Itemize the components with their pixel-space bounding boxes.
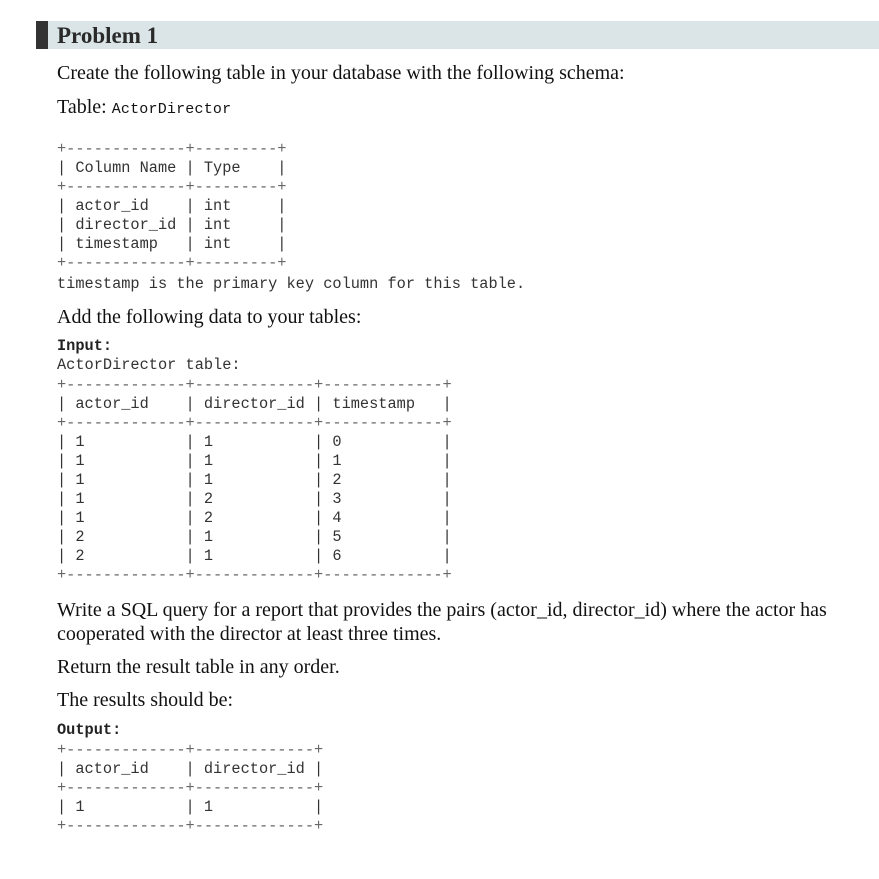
- intro-text: Create the following table in your database with the following schema:: [57, 62, 625, 84]
- output-border-mid: +-------------+-------------+: [57, 779, 324, 797]
- table-name: ActorDirector: [111, 101, 232, 118]
- return-note: Return the result table in any order.: [57, 656, 340, 678]
- header-accent-bar: [36, 21, 48, 49]
- results-note: The results should be:: [57, 689, 234, 711]
- schema-row: | director_id | int |: [57, 216, 287, 234]
- input-table-caption: ActorDirector table:: [57, 356, 241, 374]
- schema-table: [57, 140, 287, 273]
- table-row: | 1 | 1 | 1 |: [57, 452, 452, 470]
- input-label: Input:: [57, 337, 113, 355]
- table-label: [57, 95, 231, 122]
- table-row: | 2 | 1 | 5 |: [57, 528, 452, 546]
- output-header-row: | actor_id | director_id |: [57, 760, 324, 778]
- output-border-top: +-------------+-------------+: [57, 741, 324, 759]
- table-row: | 1 | 1 | 0 |: [57, 433, 452, 451]
- schema-row: | timestamp | int |: [57, 235, 287, 253]
- table-row: | 1 | 1 | 2 |: [57, 471, 452, 489]
- input-border-mid: +-------------+-------------+-------------+: [57, 414, 452, 432]
- problem-header: [36, 21, 879, 49]
- schema-border-bottom: +-------------+---------+: [57, 254, 287, 272]
- input-header-row: | actor_id | director_id | timestamp |: [57, 395, 452, 413]
- primary-key-note: timestamp is the primary key column for this table.: [57, 275, 526, 293]
- schema-border-top: +-------------+---------+: [57, 140, 287, 158]
- schema-border-mid: +-------------+---------+: [57, 178, 287, 196]
- table-label-text: Table:: [57, 96, 112, 118]
- table-row: | 2 | 1 | 6 |: [57, 547, 452, 565]
- add-data-text: Add the following data to your tables:: [57, 306, 362, 328]
- schema-row: | actor_id | int |: [57, 197, 287, 215]
- output-label: Output:: [57, 721, 122, 739]
- table-row: | 1 | 2 | 4 |: [57, 509, 452, 527]
- table-row: | 1 | 1 |: [57, 798, 324, 816]
- table-row: | 1 | 2 | 3 |: [57, 490, 452, 508]
- output-border-bottom: +-------------+-------------+: [57, 817, 324, 835]
- schema-header-row: | Column Name | Type |: [57, 159, 287, 177]
- input-border-top: +-------------+-------------+-------------+: [57, 376, 452, 394]
- question-text: Write a SQL query for a report that provides the pairs (actor_id, director_id) where the actor has cooperated with the director at least three times.: [57, 599, 827, 645]
- input-border-bottom: +-------------+-------------+-------------+: [57, 566, 452, 584]
- problem-title: Problem 1: [57, 23, 159, 48]
- input-table: [57, 376, 452, 585]
- output-table: [57, 741, 323, 836]
